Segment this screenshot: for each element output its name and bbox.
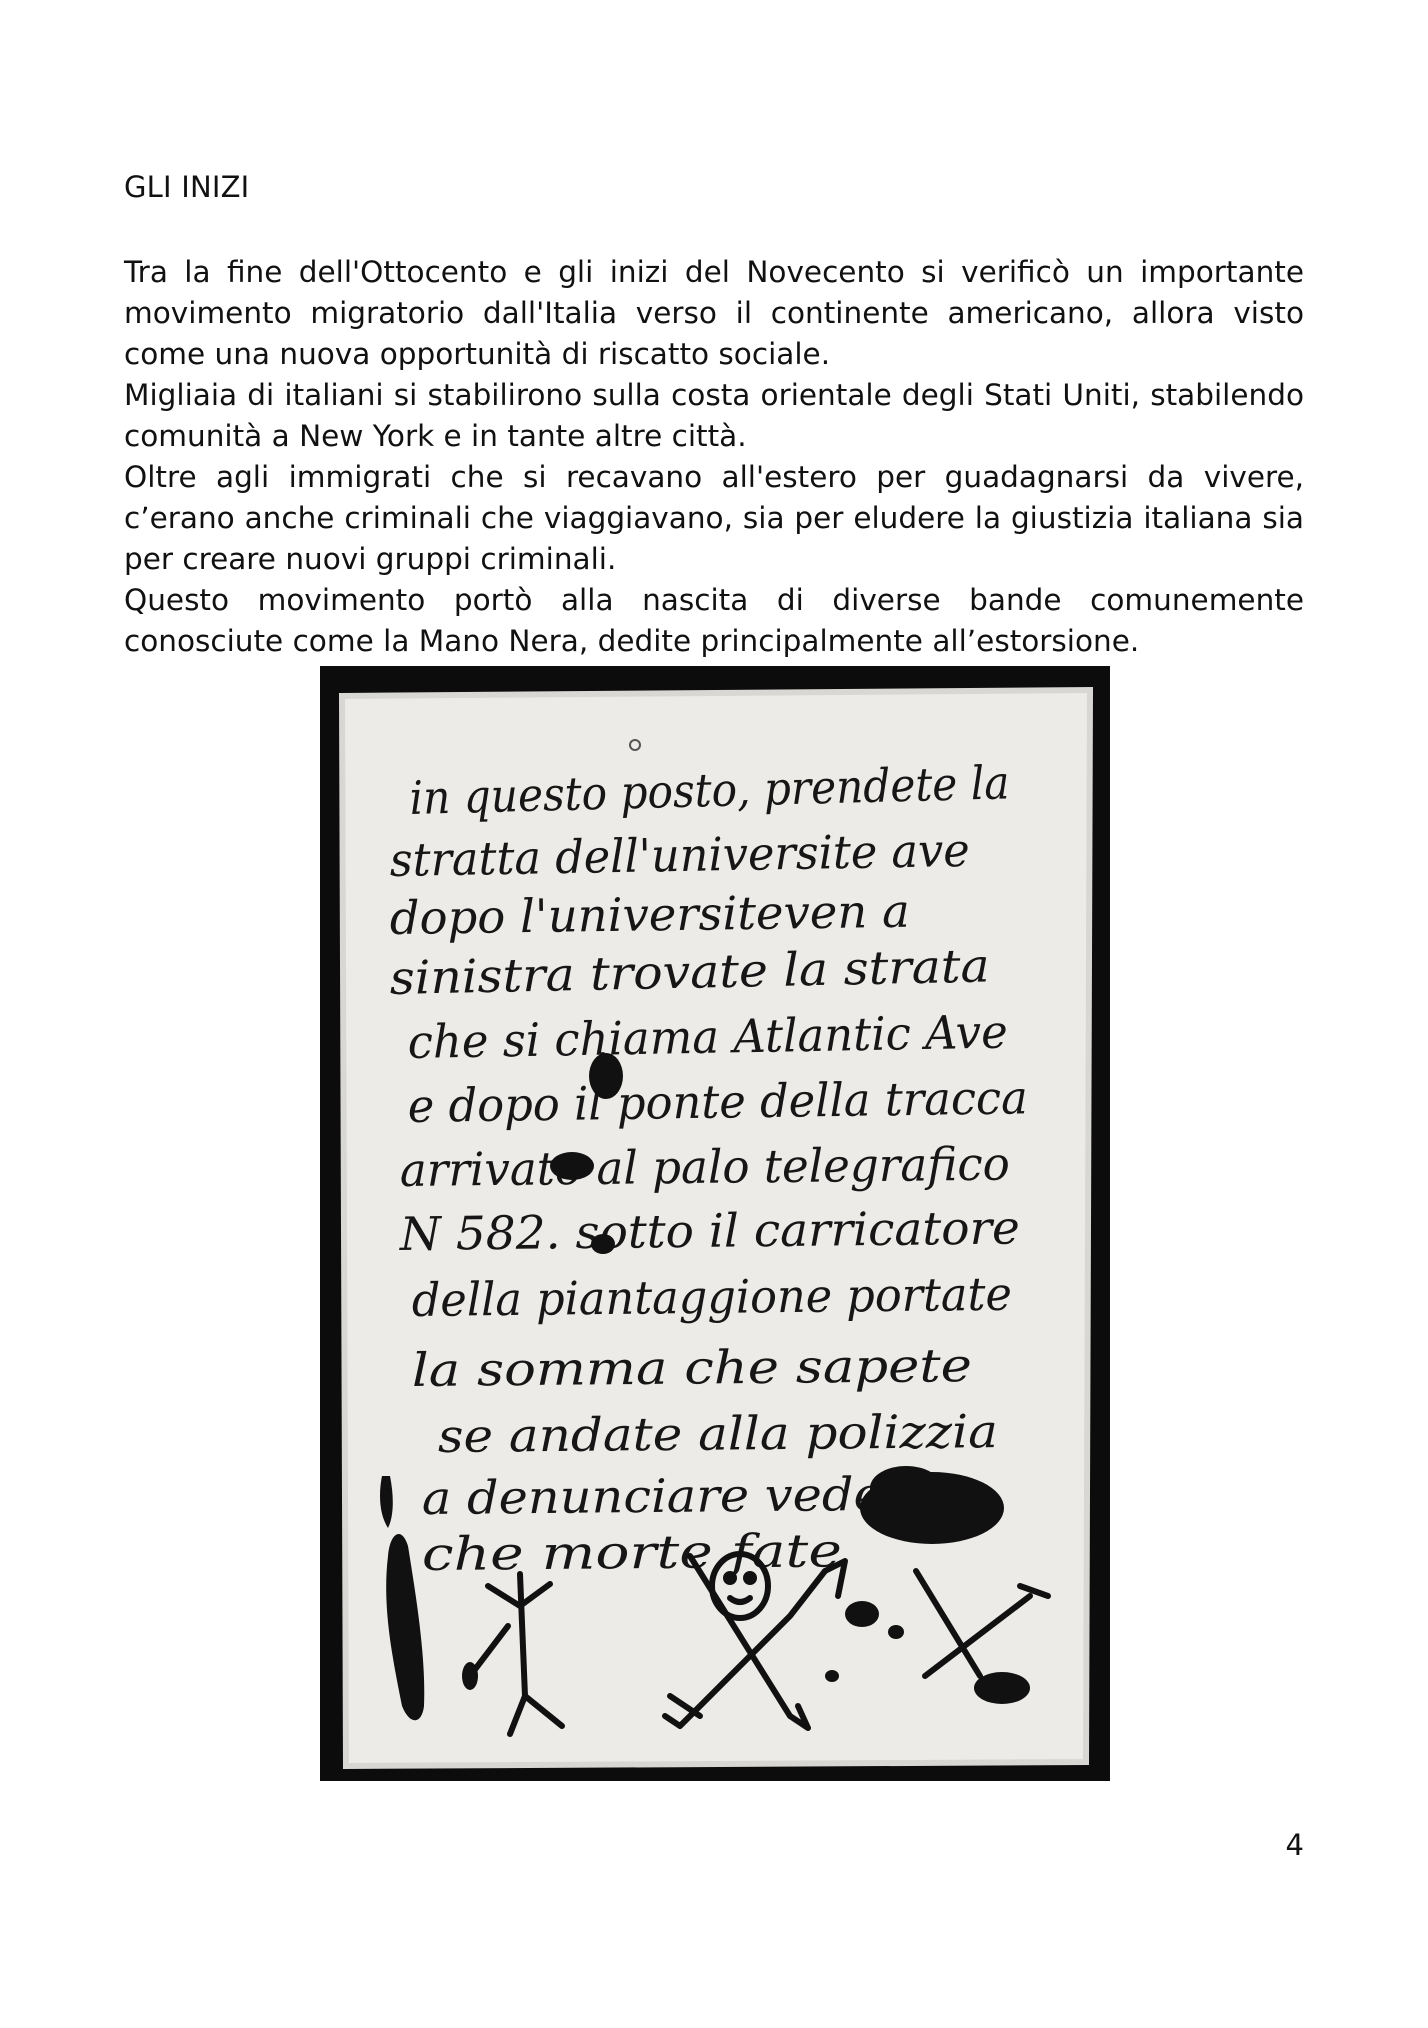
handwritten-line: a denunciare vedete	[421, 1466, 897, 1525]
paragraph: Oltre agli immigrati che si recavano all'estero per guadagnarsi da vivere, c’erano anche criminali che viaggiavano, sia per eludere la giustizia italiana sia per creare nuovi gruppi criminali.	[124, 460, 1304, 576]
paragraph: Migliaia di italiani si stabilirono sulla costa orientale degli Stati Uniti, stabilendo comunità a New York e in tante altre città.	[124, 378, 1304, 453]
handwritten-line: se andate alla polizzia	[437, 1404, 954, 1463]
body-text	[124, 252, 1304, 662]
paragraph: Questo movimento portò alla nascita di diverse bande comunemente conosciute come la Mano Nera, dedite principalmente all’estorsione.	[124, 583, 1304, 658]
black-hand-letter-photo	[320, 666, 1110, 1781]
section-heading: GLI INIZI	[124, 170, 250, 204]
handwritten-line: dopo l'universiteven a	[389, 883, 905, 945]
handwritten-line: arrivato al palo telegrafico	[399, 1136, 1022, 1197]
handwritten-line: in questo posto, prendete la	[408, 753, 1064, 825]
handwritten-line: che morte fate	[421, 1524, 764, 1581]
handwritten-line: che si chiama Atlantic Ave	[407, 1004, 1023, 1069]
page-number: 4	[1285, 1828, 1304, 1862]
paragraph: Tra la fine dell'Ottocento e gli inizi del Novecento si verificò un importante movimento migratorio dall'Italia verso il continente americano, allora visto come una nuova opportunità di riscatto sociale.	[124, 255, 1304, 371]
handwritten-line: la somma che sapete	[411, 1338, 901, 1397]
handwritten-line: N 582. sotto il carricatore	[399, 1200, 1008, 1261]
handwritten-line: stratta dell'universite ave	[389, 822, 988, 887]
handwritten-line: della piantaggione portate	[411, 1266, 1031, 1327]
handwritten-line: sinistra trovate la strata	[389, 939, 955, 1005]
letter-illustration	[320, 666, 1110, 1781]
handwritten-line: e dopo il ponte della tracca	[407, 1070, 1045, 1133]
